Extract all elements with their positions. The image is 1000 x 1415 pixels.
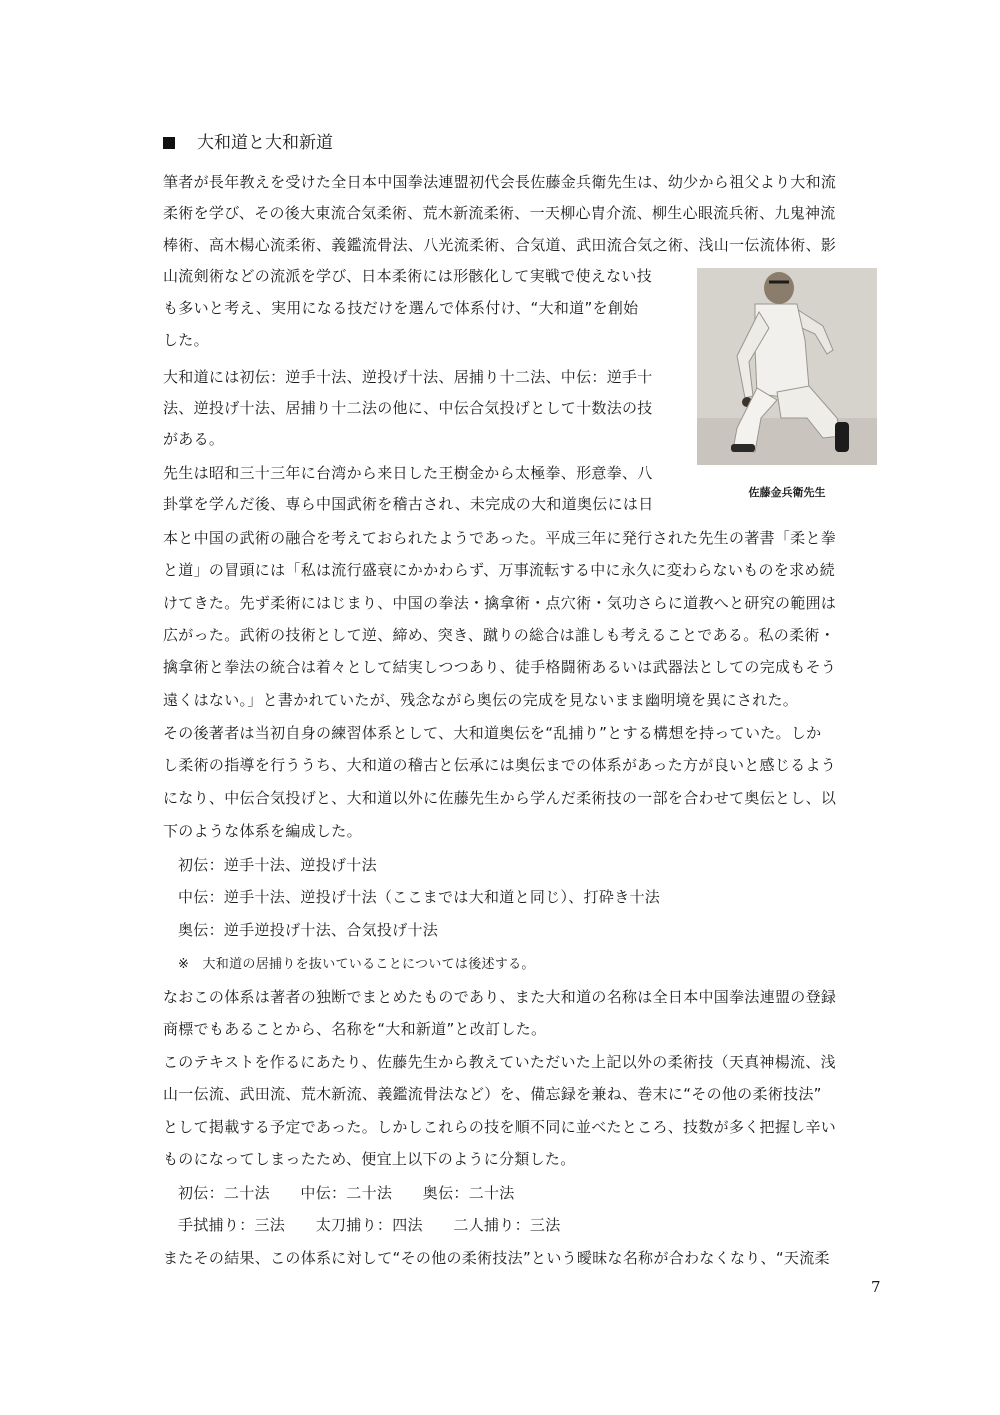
square-bullet-icon [163, 137, 175, 149]
body-line: 遠くはない。」と書かれていたが、残念ながら奥伝の完成を見ないまま幽明境を異にされた。 [163, 691, 799, 709]
list-line: 初伝：逆手十法、逆投げ十法 [178, 856, 377, 874]
body-line: 擒拿術と拳法の統合は着々として結実しつつあり、徒手格闘術あるいは武器法としての完成もそう [163, 658, 837, 676]
body-line: も多いと考え、実用になる技だけを選んで体系付け、“大和道”を創始 [163, 299, 639, 317]
body-line: になり、中伝合気投げと、大和道以外に佐藤先生から学んだ柔術技の一部を合わせて奥伝とし、以 [163, 789, 837, 807]
body-line: 大和道には初伝：逆手十法、逆投げ十法、居捕り十二法、中伝：逆手十 [163, 368, 653, 386]
portrait-photo [697, 268, 877, 465]
note-line: ※ 大和道の居捕りを抜いていることについては後述する。 [178, 957, 535, 972]
body-line: けてきた。先ず柔術にはじまり、中国の拳法・擒拿術・点穴術・気功さらに道教へと研究の範囲は [163, 594, 837, 612]
list-line: 初伝：二十法 中伝：二十法 奥伝：二十法 [178, 1184, 515, 1202]
martial-artist-figure-icon [697, 268, 877, 465]
body-line: として掲載する予定であった。しかしこれらの技を順不同に並べたところ、技数が多く把握し辛い [163, 1118, 837, 1136]
list-line: 手拭捕り：三法 太刀捕り：四法 二人捕り：三法 [178, 1216, 561, 1234]
body-line: またその結果、この体系に対して“その他の柔術技法”という曖昧な名称が合わなくなり、“天流柔 [163, 1249, 830, 1267]
page-number: 7 [871, 1278, 881, 1296]
body-line: 山流剣術などの流派を学び、日本柔術には形骸化して実戦で使えない技 [163, 267, 653, 285]
body-line: このテキストを作るにあたり、佐藤先生から教えていただいた上記以外の柔術技（天真神楊流、浅 [163, 1053, 836, 1071]
body-line: 下のような体系を編成した。 [163, 822, 362, 840]
body-line: した。 [163, 331, 209, 349]
body-line: ものになってしまったため、便宜上以下のように分類した。 [163, 1150, 576, 1168]
body-line: 柔術を学び、その後大東流合気柔術、荒木新流柔術、一天柳心胄介流、柳生心眼流兵術、九鬼神流 [163, 204, 836, 222]
body-line: 広がった。武術の技術として逆、締め、突き、蹴りの総合は誰しも考えることである。私の柔術・ [163, 626, 836, 644]
body-line: その後著者は当初自身の練習体系として、大和道奥伝を“乱捕り”とする構想を持っていた。しか [163, 724, 822, 742]
body-line: 棒術、高木楊心流柔術、義鑑流骨法、八光流柔術、合気道、武田流合気之術、浅山一伝流体術、影 [163, 236, 837, 254]
body-line: し柔術の指導を行ううち、大和道の稽古と伝承には奥伝までの体系があった方が良いと感じるよう [163, 756, 837, 774]
photo-caption: 佐藤金兵衛先生 [748, 486, 826, 499]
body-line: 筆者が長年教えを受けた全日本中国拳法連盟初代会長佐藤金兵衛先生は、幼少から祖父より大和流 [163, 173, 837, 191]
section-heading [163, 130, 333, 156]
section-title: 大和道と大和新道 [197, 133, 333, 153]
list-line: 奥伝：逆手逆投げ十法、合気投げ十法 [178, 921, 439, 939]
body-line: 商標でもあることから、名称を“大和新道”と改訂した。 [163, 1020, 547, 1038]
body-line: 法、逆投げ十法、居捕り十二法の他に、中伝合気投げとして十数法の技 [163, 399, 653, 417]
list-line: 中伝：逆手十法、逆投げ十法（ここまでは大和道と同じ）、打砕き十法 [178, 888, 661, 906]
body-line: なおこの体系は著者の独断でまとめたものであり、また大和道の名称は全日本中国拳法連盟の登録 [163, 988, 837, 1006]
body-line: 山一伝流、武田流、荒木新流、義鑑流骨法など）を、備忘録を兼ね、巻末に“その他の柔術技法” [163, 1085, 822, 1103]
body-line: 本と中国の武術の融合を考えておられたようであった。平成三年に発行された先生の著書「柔と拳 [163, 529, 837, 547]
body-line: 先生は昭和三十三年に台湾から来日した王樹金から太極拳、形意拳、八 [163, 464, 653, 482]
body-line: 卦掌を学んだ後、専ら中国武術を稽古され、未完成の大和道奥伝には日 [163, 495, 654, 513]
body-line: がある。 [163, 430, 225, 448]
body-line: と道」の冒頭には「私は流行盛衰にかかわらず、万事流転する中に永久に変わらないものを求め続 [163, 561, 836, 579]
